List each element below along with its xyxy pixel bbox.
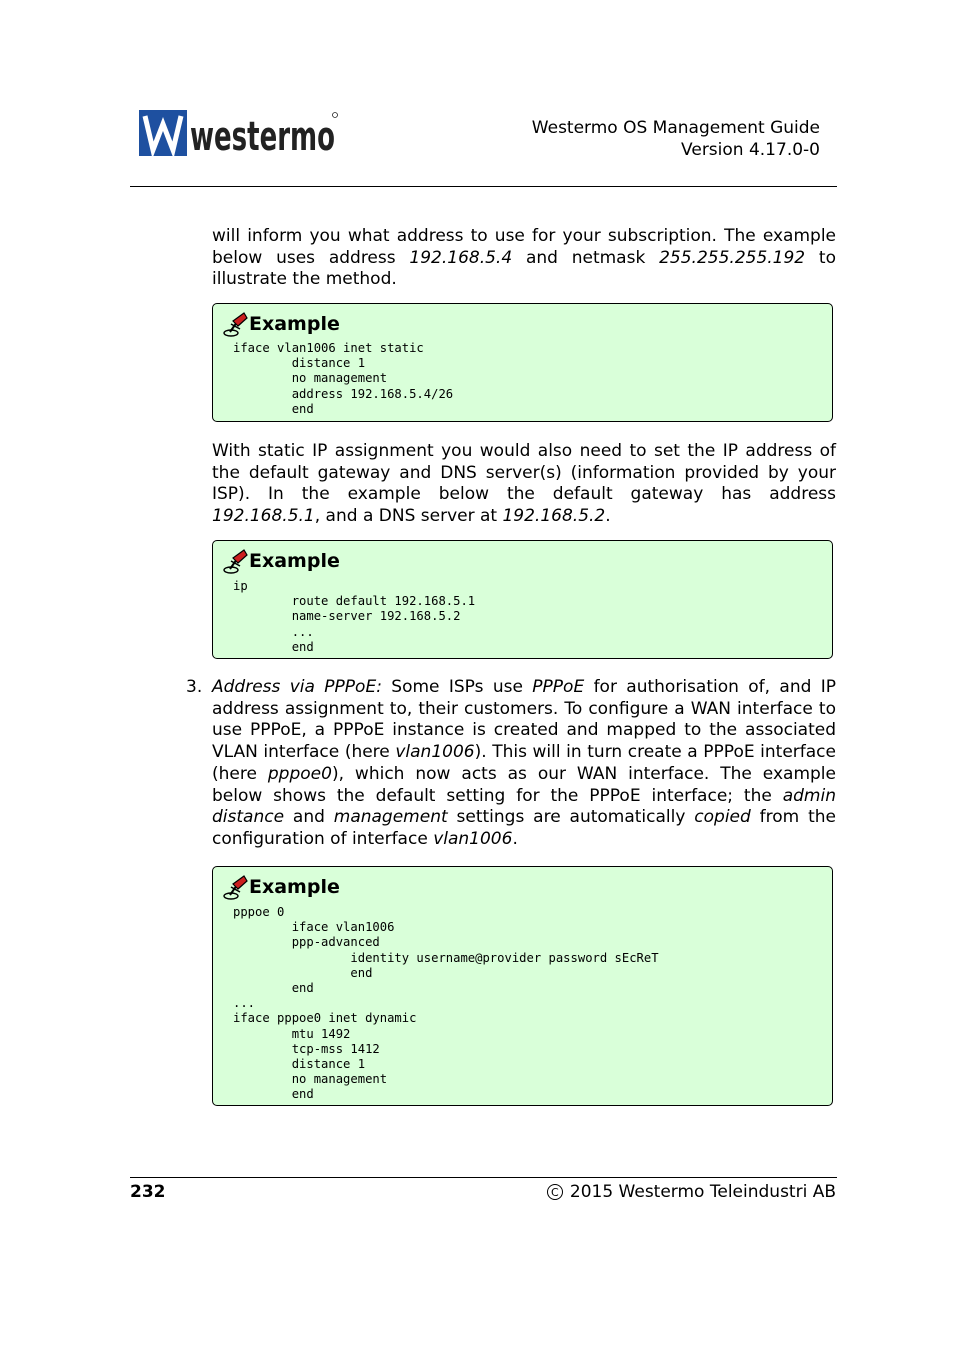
text: With static IP assignment you would also need to set the IP address of the default gateway and DNS server(s) (information provided by your ISP). In the example below the default gateway has address [212,441,836,505]
text: Some ISPs use [381,677,533,697]
copyright-icon: C [547,1184,563,1200]
text: from the configuration of interface [212,807,836,849]
emph: vlan1006 [433,828,513,849]
dns-value: 192.168.5.2 [502,506,606,527]
item-lead: Address via PPPoE: [212,677,382,697]
example-header [220,311,340,337]
gateway-value: 192.168.5.1 [212,506,315,527]
emph: copied [694,807,751,828]
example-title: Example [249,313,340,335]
pushpin-icon [220,874,248,900]
guide-title: Westermo OS Management Guide [531,118,820,138]
emph: PPPoE [532,677,585,697]
logo-wordmark: westermo [190,114,335,160]
example-header [220,548,340,574]
emph: management [333,807,448,828]
netmask-value: 255.255.255.192 [659,247,806,268]
text: . [512,828,518,849]
text: . [605,506,611,527]
list-item-number: 3. [186,677,203,697]
code-block: pppoe 0 iface vlan1006 ppp-advanced identity username@provider password sEcReT end end ... iface pppoe0 inet dynamic mtu 1492 tcp-mss 1412 distance 1 no management end [233,905,659,1102]
list-item-pppoe [212,677,836,851]
text: to illustrate the method. [212,247,836,290]
emph: admin distance [212,785,836,828]
page-number: 232 [130,1182,166,1202]
guide-version: Version 4.17.0-0 [681,140,820,160]
example-box [212,540,833,659]
text: , and a DNS server at [314,506,503,527]
westermo-logo [139,110,339,158]
pushpin-icon [220,548,248,574]
header-title-block [532,117,820,161]
emph: pppoe0 [267,763,332,784]
copyright-text: 2015 Westermo Teleindustri AB [569,1182,836,1202]
example-title: Example [249,876,340,898]
example-box [212,866,833,1106]
text: ), which now acts as our WAN interface. The example below shows the default setting for the PPPoE interface; the [212,763,836,806]
header-rule [130,186,837,187]
footer-rule [130,1177,837,1178]
text: settings are automatically [447,807,695,828]
text: and netmask [512,247,660,268]
text: and [284,807,334,828]
paragraph-static-ip [212,441,836,528]
text: will inform you what address to use for your subscription. The example below uses address [212,226,836,268]
text: for authorisation of, and IP address assignment to, their customers. To configure a WAN interface to use PPPoE, a PPPoE instance is created and mapped to the associated VLAN interface (here [212,677,837,763]
copyright [547,1182,836,1202]
pushpin-icon [220,311,248,337]
paragraph-intro [212,226,836,291]
text: ). This will in turn create a PPPoE interface (here [212,742,836,784]
emph: vlan1006 [395,742,475,763]
code-block: iface vlan1006 inet static distance 1 no management address 192.168.5.4/26 end [233,341,454,416]
example-title: Example [249,550,340,572]
example-header [220,874,340,900]
code-block: ip route default 192.168.5.1 name-server 192.168.5.2 ... end [233,579,476,654]
address-value: 192.168.5.4 [409,247,513,268]
example-box [212,303,833,422]
